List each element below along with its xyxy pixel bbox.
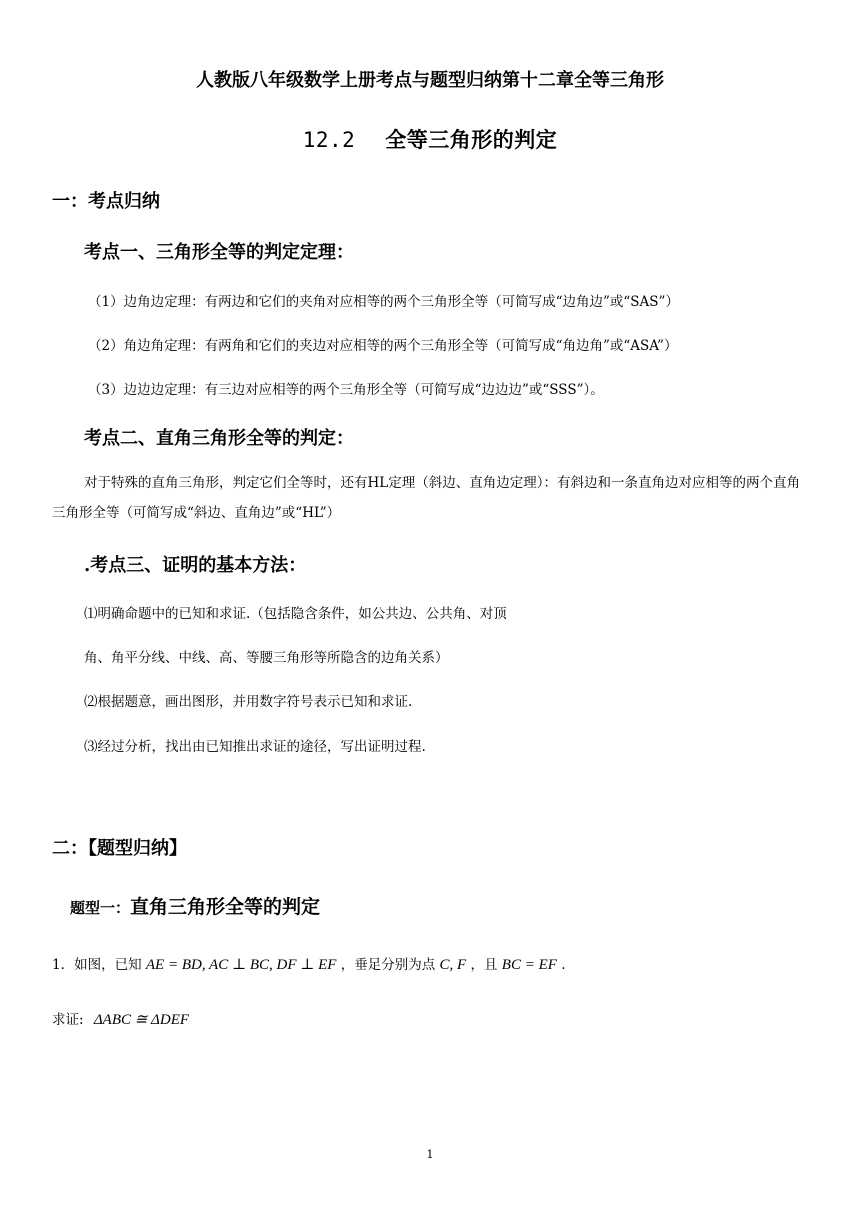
key-point-1-item: （1）边角边定理：有两边和它们的夹角对应相等的两个三角形全等（可简写成“边角边”或“SAS”）	[88, 294, 679, 310]
key-point-3-item: ⑶经过分析，找出由已知推出求证的途径，写出证明过程.	[84, 739, 426, 755]
prove-label: 求证:	[52, 1012, 84, 1028]
question-1-prove	[52, 1008, 189, 1029]
key-point-1-item: （2）角边角定理：有两角和它们的夹边对应相等的两个三角形全等（可简写成“角边角”或“ASA”）	[88, 338, 678, 354]
question-1-end: .	[561, 957, 566, 973]
key-point-2-paragraph: 对于特殊的直角三角形，判定它们全等时，还有HL定理（斜边、直角边定理）：有斜边和一条直角边对应相等的两个直角三角形全等（可简写成“斜边、直角边”或“HL”）	[52, 475, 800, 521]
part-one-heading: 一：考点归纳	[52, 191, 160, 212]
page-number: 1	[426, 1148, 434, 1161]
part-two-heading: 二：【题型归纳】	[52, 838, 187, 859]
question-type-title: 直角三角形全等的判定	[130, 896, 321, 918]
prove-statement: ΔABC ≅ ΔDEF	[93, 1012, 190, 1028]
question-type-label: 题型一：	[70, 899, 131, 917]
key-point-3-item: ⑵根据题意，画出图形，并用数字符号表示已知和求证.	[84, 694, 413, 710]
key-point-1-item: （3）边边边定理：有三边对应相等的两个三角形全等（可简写成“边边边”或“SSS”）。	[88, 382, 604, 398]
section-number: 12.2	[302, 128, 356, 152]
section-title: 全等三角形的判定	[385, 127, 558, 152]
question-1-and: ，且	[470, 957, 498, 973]
question-1-middle: ，垂足分别为点	[340, 957, 436, 973]
question-type-1-heading	[70, 892, 320, 919]
key-point-3-heading: .考点三、证明的基本方法：	[84, 555, 307, 576]
key-point-3-item: ⑴明确命题中的已知和求证.（包括隐含条件，如公共边、公共角、对顶	[84, 606, 507, 622]
key-point-2-heading: 考点二、直角三角形全等的判定：	[84, 428, 354, 449]
document-title: 人教版八年级数学上册考点与题型归纳第十二章全等三角形	[196, 70, 664, 91]
question-1-points: C, F	[439, 957, 467, 973]
key-point-3-item: 角、角平分线、中线、高、等腰三角形等所隐含的边角关系）	[84, 650, 449, 666]
question-1-prefix: 1．如图，已知	[52, 957, 142, 973]
question-1-equation: BC = EF	[501, 957, 557, 973]
question-1-condition: AE = BD, AC ⊥ BC, DF ⊥ EF	[145, 957, 337, 973]
question-1	[52, 953, 566, 974]
section-heading	[0, 124, 860, 154]
key-point-1-heading: 考点一、三角形全等的判定定理：	[84, 242, 354, 263]
